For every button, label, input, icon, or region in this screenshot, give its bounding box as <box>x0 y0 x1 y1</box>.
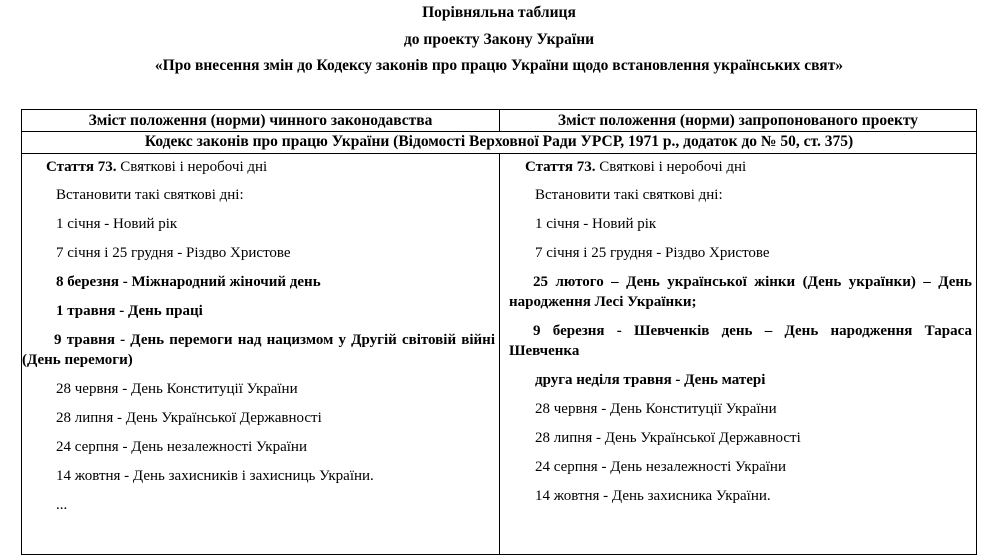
list-item: 24 серпня - День незалежності України <box>56 439 307 455</box>
proposed-draft-column <box>500 154 977 555</box>
title-line-1: Порівняльна таблиця <box>422 4 576 21</box>
current-law-column <box>22 154 500 555</box>
list-item: 28 червня - День Конституції України <box>535 401 777 417</box>
article-heading <box>525 157 972 177</box>
list-item: 14 жовтня - День захисника України. <box>535 488 771 504</box>
list-item: 7 січня і 25 грудня - Різдво Христове <box>56 245 291 261</box>
list-item: 1 травня - День праці <box>56 303 203 319</box>
article-title: Святкові і неробочі дні <box>595 159 747 175</box>
list-item: 9 березня - Шевченків день – День народження Тараса Шевченка <box>509 323 972 359</box>
header-current-law: Зміст положення (норми) чинного законодавства <box>22 110 500 132</box>
header-row <box>22 110 977 132</box>
list-item: 9 травня - День перемоги над нацизмом у Другій світовій війні (День перемоги) <box>22 332 495 368</box>
list-item: друга неділя травня - День матері <box>535 372 766 388</box>
list-item: 7 січня і 25 грудня - Різдво Христове <box>535 245 770 261</box>
list-item: 14 жовтня - День захисників і захисниць України. <box>56 468 374 484</box>
list-item: 28 червня - День Конституції України <box>56 381 298 397</box>
article-title: Святкові і неробочі дні <box>116 159 268 175</box>
list-item: 1 січня - Новий рік <box>535 216 657 232</box>
article-number: Стаття 73. <box>46 159 117 175</box>
comparison-table <box>21 109 977 555</box>
list-item: 1 січня - Новий рік <box>56 216 178 232</box>
list-item: 8 березня - Міжнародний жіночий день <box>56 274 321 290</box>
article-number: Стаття 73. <box>525 159 596 175</box>
title-line-2: до проекту Закону України <box>403 31 595 48</box>
content-row <box>22 154 977 555</box>
codex-reference: Кодекс законів про працю України (Відомості Верховної Ради УРСР, 1971 р., додаток до № 50, ст. 375) <box>22 132 977 154</box>
codex-row <box>22 132 977 154</box>
header-proposed-draft: Зміст положення (норми) запропонованого проекту <box>500 110 977 132</box>
list-item: Встановити такі святкові дні: <box>56 187 244 203</box>
ellipsis: ... <box>56 497 68 513</box>
list-item: 24 серпня - День незалежності України <box>535 459 786 475</box>
article-heading <box>46 157 495 177</box>
list-item: 28 липня - День Української Державності <box>535 430 801 446</box>
title-line-3: «Про внесення змін до Кодексу законів про працю України щодо встановлення українських свят» <box>154 57 844 74</box>
list-item: Встановити такі святкові дні: <box>535 187 723 203</box>
list-item: 28 липня - День Української Державності <box>56 410 322 426</box>
list-item: 25 лютого – День української жінки (День українки) – День народження Лесі Українки; <box>509 274 972 310</box>
